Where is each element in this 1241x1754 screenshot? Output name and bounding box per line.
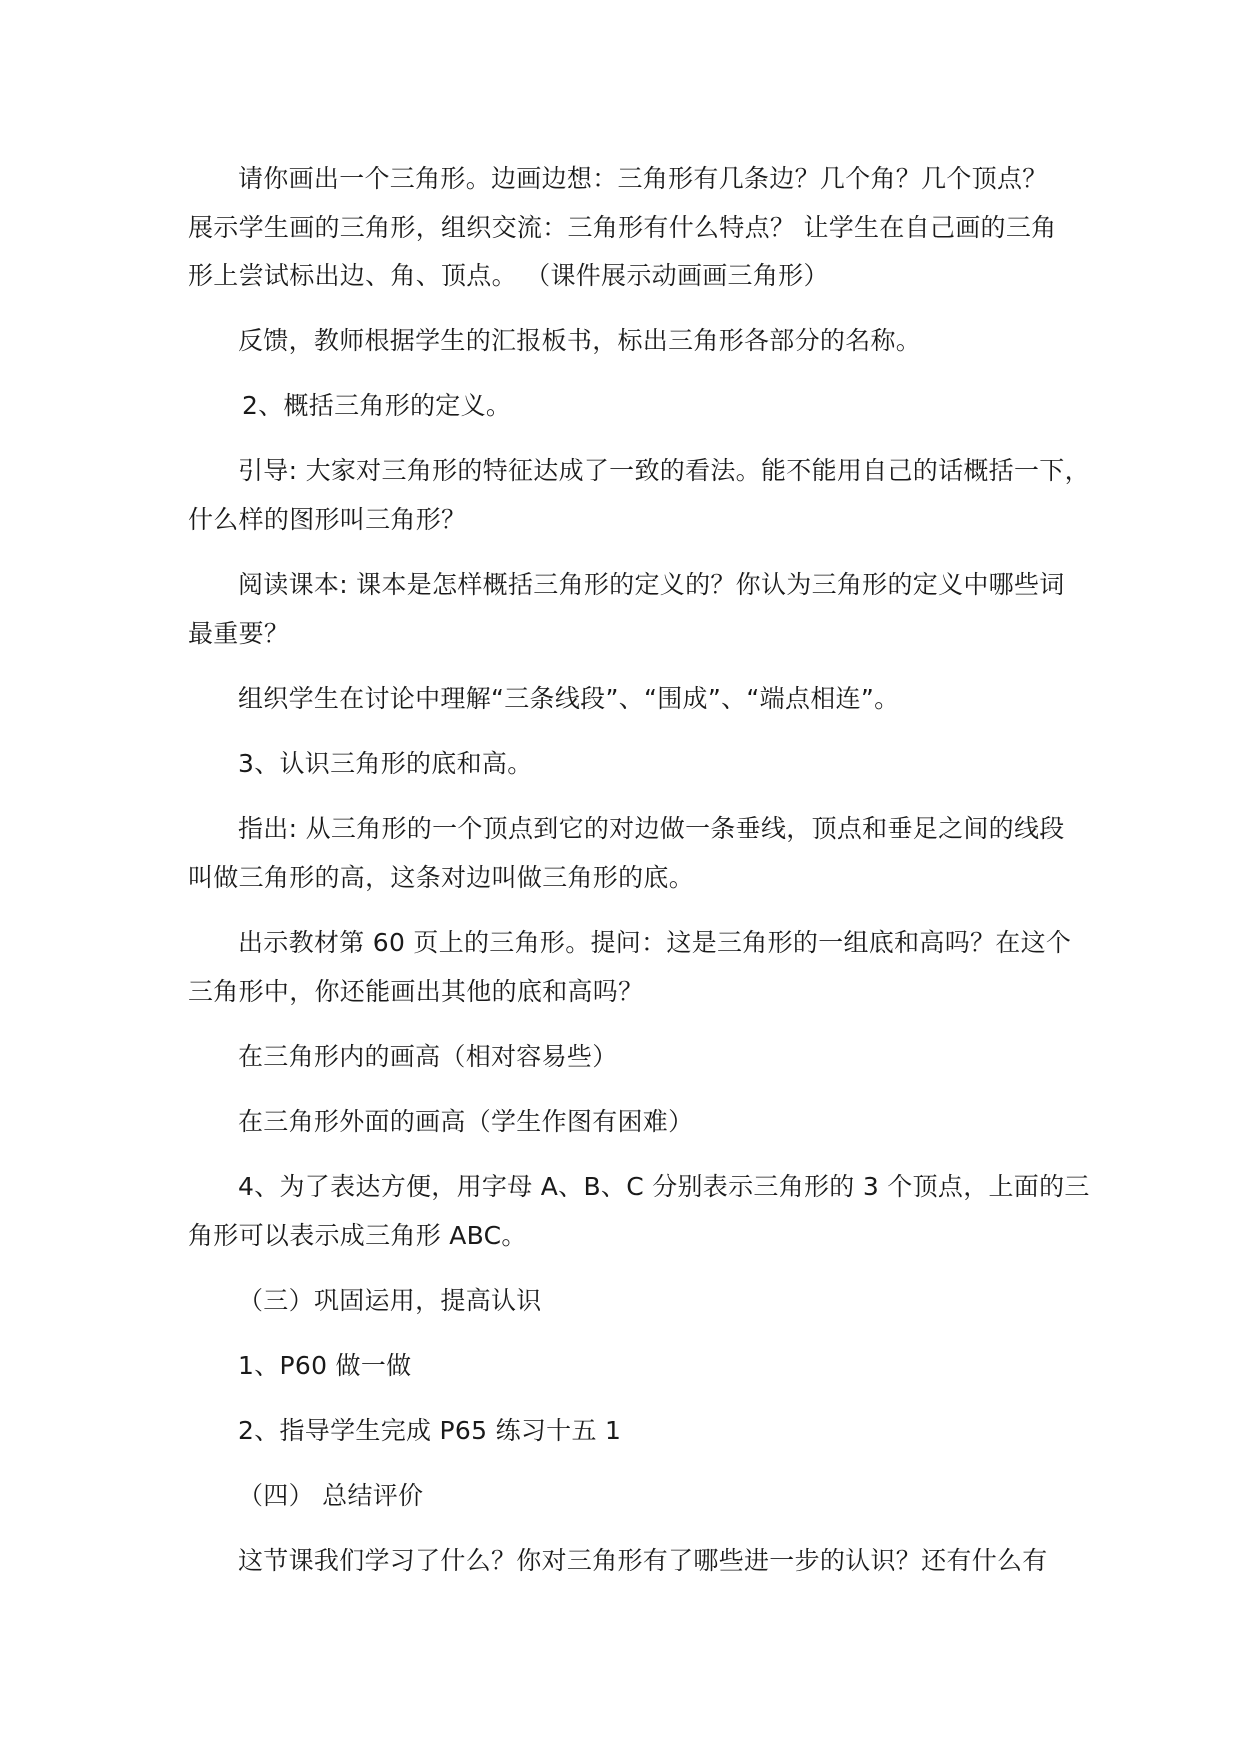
text-line-12: 指出: 从三角形的一个顶点到它的对边做一条垂线，顶点和垂足之间的线段	[238, 814, 1065, 843]
text-line-8: 阅读课本: 课本是怎样概括三角形的定义的？你认为三角形的定义中哪些词	[238, 570, 1065, 599]
list-item-2: 2、指导学生完成 P65 练习十五 1	[238, 1416, 622, 1445]
text-line-2: 展示学生画的三角形，组织交流：三角形有什么特点？ 让学生在自己画的三角	[188, 213, 1057, 242]
text-line-14: 出示教材第 60 页上的三角形。提问：这是三角形的一组底和高吗？在这个	[238, 928, 1072, 957]
text-line-16: 在三角形内的画高（相对容易些）	[238, 1042, 618, 1071]
text-line-1: 请你画出一个三角形。边画边想：三角形有几条边？几个角？几个顶点？	[238, 164, 1048, 193]
section-heading-2: 2、概括三角形的定义。	[242, 391, 512, 420]
text-line-7: 什么样的图形叫三角形？	[188, 505, 467, 534]
text-line-9: 最重要？	[188, 619, 290, 648]
text-line-10: 组织学生在讨论中理解“三条线段”、“围成”、“端点相连”。	[238, 684, 900, 713]
text-line-15: 三角形中，你还能画出其他的底和高吗？	[188, 977, 644, 1006]
section-heading-three: （三）巩固运用，提高认识	[238, 1286, 542, 1315]
text-line-3: 形上尝试标出边、角、顶点。 （课件展示动画画三角形）	[188, 261, 829, 290]
text-line-6: 引导: 大家对三角形的特征达成了一致的看法。能不能用自己的话概括一下，	[238, 456, 1090, 485]
text-line-24: 这节课我们学习了什么？你对三角形有了哪些进一步的认识？还有什么有	[238, 1546, 1048, 1575]
text-line-13: 叫做三角形的高，这条对边叫做三角形的底。	[188, 863, 695, 892]
list-item-1: 1、P60 做一做	[238, 1351, 412, 1380]
text-line-4: 反馈，教师根据学生的汇报板书，标出三角形各部分的名称。	[238, 326, 922, 355]
section-heading-3: 3、认识三角形的底和高。	[238, 749, 533, 778]
section-heading-four: （四） 总结评价	[238, 1481, 424, 1510]
section-heading-4: 4、为了表达方便，用字母 A、B、C 分别表示三角形的 3 个顶点，上面的三	[238, 1172, 1090, 1201]
text-line-19: 角形可以表示成三角形 ABC。	[188, 1221, 527, 1250]
text-line-17: 在三角形外面的画高（学生作图有困难）	[238, 1107, 694, 1136]
